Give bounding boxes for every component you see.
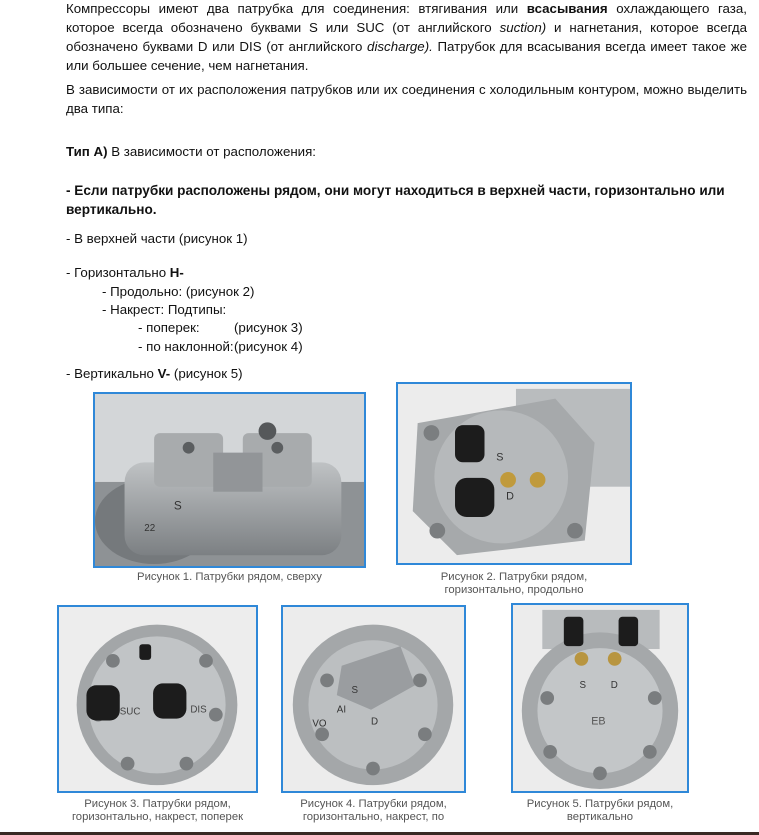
figure-2-mark-b: D [506, 490, 514, 503]
list-across-label: - поперек: [138, 320, 200, 335]
figure-3-mark-a: SUC [119, 706, 141, 718]
figure-5-mark-c: EB [591, 715, 606, 728]
compressor-front-image-4 [283, 607, 464, 791]
list-across-ref: (рисунок 3) [234, 320, 303, 335]
type-a-heading: Тип А) В зависимости от расположения: [66, 144, 316, 159]
figure-4-mark-b: D [371, 716, 379, 728]
figure-4-caption: Рисунок 4. Патрубки рядом, горизонтально, накрест, по [300, 798, 447, 823]
types-intro-paragraph: В зависимости от их расположения патрубков или их соединения с холодильным контуром, можно выделить два типа: [66, 82, 747, 116]
figure-5-photo [511, 603, 689, 793]
figure-3-mark-b: DIS [190, 704, 207, 716]
list-vertical: - Вертикально V- (рисунок 5) [66, 366, 243, 381]
list-top: - В верхней части (рисунок 1) [66, 231, 248, 246]
compressor-front-image-3 [59, 607, 256, 791]
figure-1-mark-a: S [173, 499, 182, 513]
intro-bold-word: всасывания [526, 1, 608, 16]
figure-5-mark-b: D [610, 680, 618, 692]
list-horizontal: - Горизонтально H- [66, 265, 184, 280]
figure-4-mark-d: AI [336, 704, 347, 716]
figure-1-caption: Рисунок 1. Патрубки рядом, сверху [137, 571, 322, 583]
compressor-top-image [95, 394, 364, 566]
list-longitudinal: - Продольно: (рисунок 2) [102, 284, 255, 299]
figure-4-mark-a: S [351, 685, 359, 697]
figure-5-mark-a: S [579, 680, 586, 692]
list-inclined-label: - по наклонной: [138, 339, 234, 354]
compressor-side-image [398, 384, 630, 563]
figure-1-mark-b: 22 [144, 522, 156, 534]
figure-4-photo [281, 605, 466, 793]
list-inclined-ref: (рисунок 4) [234, 339, 303, 354]
bold-note: - Если патрубки расположены рядом, они могут находиться в верхней части, горизонтально или вертикально. [66, 183, 725, 217]
figure-2-mark-a: S [496, 451, 504, 464]
compressor-front-image-5 [513, 605, 687, 791]
figure-5-caption: Рисунок 5. Патрубки рядом, вертикально [526, 798, 674, 823]
figure-2-photo [396, 382, 632, 565]
figure-3-photo [57, 605, 258, 793]
list-crosswise: - Накрест: Подтипы: [102, 302, 227, 317]
intro-paragraph: Компрессоры имеют два патрубка для соединения: втягивания или всасывания охлаждающего газа, которое всегда обозначено буквами S или SUC (от английского suction) и нагнетания, которое всегда обозначено буквами D или DIS (от английского discharge). Патрубок для всасывания всегда имеет такое же или большее сечение, чем нагнетания. [66, 1, 748, 73]
figure-3-caption: Рисунок 3. Патрубки рядом, горизонтально, накрест, поперек [71, 798, 244, 823]
figure-1-photo [93, 392, 366, 568]
figure-2-caption: Рисунок 2. Патрубки рядом, горизонтально, продольно [440, 571, 588, 596]
figure-4-mark-c: VO [312, 718, 327, 730]
